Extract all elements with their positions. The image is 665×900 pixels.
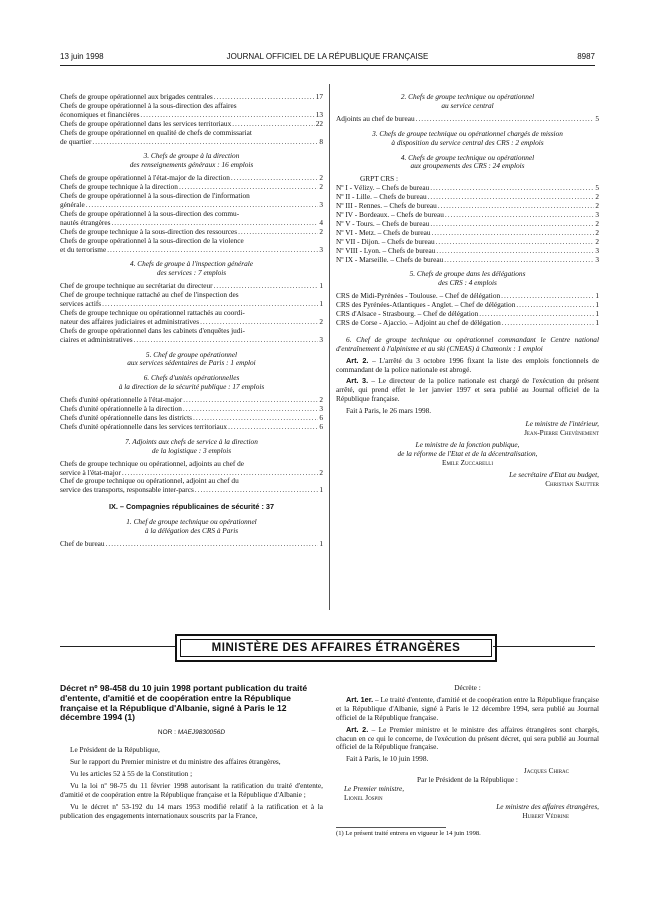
list-item: Chef de groupe technique ou opérationnel, adjoint au chef du	[60, 477, 239, 486]
list-item-label: Nº II - Lille. – Chefs de bureau	[336, 193, 427, 202]
dot-leader	[432, 229, 595, 238]
signatory-name: Jean-Pierre Chevènement	[524, 428, 599, 437]
signatory-name: Emile Zuccarelli	[441, 457, 493, 467]
list-item-label: Chefs de groupe technique à la direction	[60, 183, 178, 192]
list-item-count: 5	[595, 184, 599, 193]
list-item	[60, 183, 323, 192]
footnote-rule	[336, 827, 446, 828]
list-item	[60, 469, 323, 478]
list-item-count: 3	[319, 200, 323, 209]
list-item-label: Chefs d'unité opérationnelle à la direction	[60, 405, 182, 414]
dot-leader	[238, 228, 318, 237]
section-heading: 7. Adjoints aux chefs de service à la direction de la logistique : 3 emplois	[125, 436, 258, 455]
signature-date: Fait à Paris, le 26 mars 1998.	[346, 406, 432, 416]
list-item: Chefs de groupe opérationnel à la sous-direction de l'information	[60, 192, 250, 201]
list-item-label: Chef de bureau	[60, 539, 105, 548]
signatory-name: Christian Sautter	[545, 478, 599, 488]
page-header	[60, 52, 595, 64]
dot-leader	[195, 486, 319, 495]
footnote: (1) Le présent traité entrera en vigueur le 14 juin 1998.	[336, 829, 481, 837]
list-item-count: 2	[319, 396, 323, 405]
dot-leader	[438, 202, 595, 211]
list-item-label: Nº I - Vélizy. – Chefs de bureau	[336, 184, 430, 193]
list-item	[60, 486, 323, 495]
list-item	[60, 540, 323, 549]
list-item-count: 4	[319, 218, 323, 227]
signatory-name: Jacques Chirac	[523, 766, 569, 776]
left-column	[60, 93, 323, 549]
list-item	[60, 120, 323, 129]
list-item	[336, 115, 599, 124]
list-item-label: Chefs de groupe opérationnel dans les services territoriaux	[60, 119, 232, 128]
list-item-label: ciaires et administratives	[60, 335, 133, 344]
list-item	[60, 300, 323, 309]
list-item-label: Nº VII - Dijon. – Chefs de bureau	[336, 237, 435, 246]
list-item: Chefs de groupe opérationnel dans les cabinets d'enquêtes judi-	[60, 326, 245, 335]
list-item-count: 1	[319, 300, 323, 309]
list-item-count: 2	[319, 174, 323, 183]
list-item	[60, 201, 323, 210]
signatory-name: Lionel Jospin	[344, 792, 383, 802]
list-item-count: 1	[595, 292, 599, 301]
dot-leader	[445, 211, 594, 220]
decree-para: Le Président de la République,	[70, 745, 160, 755]
list-block	[60, 540, 323, 549]
list-item-count: 6	[319, 414, 323, 422]
ministry-heading-box	[175, 634, 497, 662]
list-item-count: 8	[319, 137, 323, 146]
list-item	[60, 282, 323, 291]
rule-left	[60, 646, 175, 647]
list-item-count: 2	[319, 183, 323, 192]
list-item	[336, 319, 599, 328]
section-heading: 4. Chefs de groupe à l'inspection générale des services : 7 emplois	[129, 259, 254, 278]
list-item-count: 17	[315, 93, 323, 101]
list-item	[60, 219, 323, 228]
list-block	[60, 174, 323, 254]
list-item-label: Adjoints au chef de bureau	[336, 114, 415, 123]
ministry-heading: MINISTÈRE DES AFFAIRES ÉTRANGÈRES	[180, 639, 492, 657]
dot-leader	[134, 336, 319, 345]
list-item-count: 2	[595, 219, 599, 228]
list-item	[60, 396, 323, 405]
list-item-count: 3	[319, 405, 323, 414]
dot-leader	[102, 300, 318, 309]
list-item	[60, 336, 323, 345]
signatory-role: Le secrétaire d'Etat au budget,	[509, 469, 599, 479]
list-item: Chef de groupe technique rattaché au chef de l'inspection des	[60, 291, 239, 300]
decree-left-column	[60, 684, 323, 823]
dot-leader	[122, 469, 318, 478]
rule-right	[493, 646, 595, 647]
section-heading: 1. Chef de groupe technique ou opérationnel à la délégation des CRS à Paris	[126, 517, 257, 536]
header-date: 13 juin 1998	[60, 52, 104, 61]
dot-leader	[193, 414, 318, 423]
dot-leader	[501, 292, 594, 301]
section-heading: 4. Chefs de groupe technique ou opérationnel aux groupements des CRS : 24 emplois	[400, 152, 535, 171]
dot-leader	[92, 138, 318, 147]
header-rule	[60, 65, 595, 66]
header-page-number: 8987	[577, 52, 595, 61]
section-heading: 3. Chefs de groupe technique ou opérationnel chargés de mission à disposition du service central des CRS : 2 emplois	[372, 128, 563, 147]
list-item-count: 2	[319, 468, 323, 477]
dot-leader	[436, 247, 594, 256]
dot-leader	[107, 246, 318, 255]
list-item	[336, 229, 599, 238]
list-item-count: 3	[595, 210, 599, 219]
dot-leader	[232, 120, 314, 129]
signatory-role: Le ministre des affaires étrangères,	[496, 801, 599, 811]
list-item: Chefs de groupe opérationnel à la sous-direction de la violence	[60, 236, 244, 245]
list-item	[336, 202, 599, 211]
dot-leader	[111, 219, 318, 228]
dot-leader	[214, 282, 319, 291]
dot-leader	[200, 318, 318, 327]
decree-signature-date: Fait à Paris, le 10 juin 1998.	[346, 754, 429, 764]
list-item-label: CRS d'Alsace - Strasbourg. – Chef de délégation	[336, 310, 479, 319]
list-item-count: 1	[595, 310, 599, 319]
decree-article-2: Art. 2. – Le Premier ministre et le ministre des affaires étrangères sont chargés, chacun en ce qui le concerne, de l'exécution du présent décret, qui sera publié au Journal officiel de la République française.	[336, 724, 600, 752]
list-item	[60, 405, 323, 414]
list-item	[60, 423, 323, 432]
signatory-role: Le Premier ministre,	[344, 784, 405, 794]
list-block	[60, 93, 323, 146]
list-item-label: CRS de Midi-Pyrénées - Toulouse. – Chef de délégation	[336, 292, 501, 301]
dot-leader	[430, 184, 594, 193]
list-item-label: Chefs d'unité opérationnelle dans les districts	[60, 414, 193, 422]
section-heading-6: 6. Chef de groupe technique ou opérationnel commandant le Centre national d'entraînement à l'alpinisme et au ski (CNEAS) à Chamonix : 1 emploi	[336, 334, 599, 353]
list-item-label: Nº III - Rennes. – Chefs de bureau	[336, 202, 437, 211]
list-item-count: 6	[319, 422, 323, 431]
dot-leader	[183, 396, 318, 405]
list-item: Chefs de groupe opérationnel à la sous-direction des affaires	[60, 101, 237, 110]
list-item	[60, 93, 323, 102]
list-item-label: Chefs de groupe technique à la sous-direction des ressources	[60, 227, 238, 236]
dot-leader	[231, 174, 318, 183]
dot-leader	[430, 220, 594, 229]
list-item	[336, 184, 599, 193]
header-journal-title: JOURNAL OFFICIEL DE LA RÉPUBLIQUE FRANÇAISE	[226, 52, 429, 61]
decree-article-1: Art. 1er. – Le traité d'entente, d'amitié et de coopération entre la République française et la République d'Albanie, signé à Paris le 12 décembre 1994, sera publié au Journal officiel de la République française.	[336, 694, 599, 722]
dot-leader	[436, 238, 595, 247]
list-item-count: 1	[319, 486, 323, 495]
list-item	[336, 310, 599, 319]
list-block	[336, 292, 599, 328]
list-item-label: Nº VI - Metz. – Chefs de bureau	[336, 228, 431, 237]
section-heading: 5. Chef de groupe opérationnel aux services sédentaires de Paris : 1 emploi	[127, 349, 256, 368]
dot-leader	[86, 201, 319, 210]
dot-leader	[428, 193, 595, 202]
dot-leader	[516, 301, 594, 310]
dot-leader	[140, 111, 314, 120]
list-item	[60, 228, 323, 237]
list-item	[60, 111, 323, 120]
list-item	[60, 246, 323, 255]
list-item-label: Chefs de groupe opérationnel aux brigades centrales	[60, 93, 213, 101]
list-item-label: CRS des Pyrénées-Atlantiques - Anglet. – Chef de délégation	[336, 301, 516, 310]
list-item-count: 2	[319, 317, 323, 326]
list-item	[336, 256, 599, 265]
right-column	[336, 93, 599, 488]
list-item-label: CRS de Corse - Ajaccio. – Adjoint au chef de délégation	[336, 318, 501, 327]
list-block	[60, 460, 323, 496]
decree-right-column	[336, 684, 599, 839]
section-heading-bold: IX. – Compagnies républicaines de sécurité : 37	[108, 502, 275, 512]
list-item: Chefs de groupe opérationnel en qualité de chefs de commissariat	[60, 128, 252, 137]
list-item: Chefs de groupe technique ou opérationnel, adjoints au chef de	[60, 459, 244, 468]
list-item	[336, 220, 599, 229]
list-item-label: Nº IV - Bordeaux. – Chefs de bureau	[336, 210, 444, 219]
list-item-label: Nº IX - Marseille. – Chefs de bureau	[336, 255, 444, 264]
list-item	[336, 301, 599, 310]
list-item-count: 13	[315, 110, 323, 119]
list-item-label: nateur des affaires judiciaires et administratives	[60, 317, 200, 326]
dot-leader	[416, 115, 595, 124]
list-item-count: 1	[595, 301, 599, 310]
list-item	[60, 414, 323, 423]
list-item-label: et du terrorisme	[60, 245, 107, 254]
list-item	[336, 211, 599, 220]
list-block	[336, 115, 599, 124]
dot-leader	[502, 319, 595, 328]
dot-leader	[179, 183, 318, 192]
list-item-count: 1	[319, 539, 323, 548]
list-item-count: 2	[595, 237, 599, 246]
list-item-count: 2	[319, 227, 323, 236]
section-heading: 6. Chefs d'unités opérationnelles à la direction de la sécurité publique : 17 emplois	[118, 373, 265, 392]
list-item-label: Chefs d'unité opérationnelle dans les services territoriaux	[60, 422, 228, 431]
list-item-count: 3	[319, 335, 323, 344]
list-block	[60, 396, 323, 432]
list-item-label: Nº V - Tours. – Chefs de bureau	[336, 219, 430, 228]
dot-leader	[444, 256, 594, 265]
list-item-count: 1	[319, 282, 323, 291]
decree-title: Décret nº 98-458 du 10 juin 1998 portant publication du traité d'entente, d'amitié et de coopération entre la République française et la République d'Albanie, signé à Paris le 12 décembre 1994 (1)	[60, 683, 308, 723]
dot-leader	[183, 405, 318, 414]
list-item: Chefs de groupe technique ou opérationnel rattachés au coordi-	[60, 308, 245, 317]
dot-leader	[106, 540, 319, 549]
list-item-count: 3	[595, 255, 599, 264]
list-block	[336, 184, 599, 264]
list-item: Chefs de groupe opérationnel à la sous-direction des commu-	[60, 209, 240, 218]
article-2: Art. 2. – L'arrêté du 3 octobre 1996 fixant la liste des emplois fonctionnels de commandant de la police nationale est abrogé.	[336, 355, 599, 374]
signatory-by: Par le Président de la République :	[417, 775, 518, 785]
list-block	[60, 282, 323, 344]
decrete-label: Décrète :	[454, 683, 481, 692]
decree-para: Vu le décret nº 53-192 du 14 mars 1953 modifié relatif à la ratification et à la publication des engagements internationaux souscrits par la France,	[60, 801, 323, 820]
list-item-count: 1	[595, 318, 599, 327]
list-item	[60, 138, 323, 147]
list-item-label: générale	[60, 200, 85, 209]
list-item-count: 3	[595, 246, 599, 255]
list-item	[336, 247, 599, 256]
list-item	[60, 174, 323, 183]
signatory-name: Hubert Védrine	[522, 810, 569, 820]
list-item-label: de quartier	[60, 137, 92, 146]
dot-leader	[214, 93, 315, 102]
column-divider	[329, 84, 330, 610]
list-item	[336, 193, 599, 202]
list-item-count: 5	[595, 114, 599, 123]
list-item-label: Nº VIII - Lyon. – Chefs de bureau	[336, 246, 436, 255]
list-item	[336, 238, 599, 247]
decree-para: Vu les articles 52 à 55 de la Constitution ;	[70, 768, 193, 778]
list-item-label: services actifs	[60, 300, 102, 309]
list-item-count: 22	[315, 119, 323, 128]
decree-para: Sur le rapport du Premier ministre et du ministre des affaires étrangères,	[70, 757, 281, 766]
list-item-label: service des transports, responsable inter-parcs	[60, 486, 194, 495]
signatory-role: Le ministre de la fonction publique,	[415, 439, 520, 449]
list-item-label: Chefs de groupe opérationnel à l'état-major de la direction	[60, 174, 230, 183]
list-item-count: 2	[595, 193, 599, 202]
list-item-count: 2	[595, 202, 599, 211]
list-item-label: Chef de groupe technique au secrétariat du directeur	[60, 282, 213, 291]
signatory-role: Le ministre de l'intérieur,	[525, 419, 599, 429]
section-heading: 2. Chefs de groupe technique ou opérationnel au service central	[400, 92, 535, 110]
nor-reference: NOR : MAEJ9830056D	[157, 729, 226, 737]
dot-leader	[479, 310, 594, 319]
section-heading: 5. Chefs de groupe dans les délégations des CRS : 4 emplois	[409, 269, 526, 288]
list-item	[60, 318, 323, 327]
grpt-label: GRPT CRS :	[360, 174, 398, 184]
signatory-role: de la réforme de l'Etat et de la décentralisation,	[397, 448, 538, 458]
list-item-label: service à l'état-major	[60, 468, 121, 477]
list-item-label: Chefs d'unité opérationnelle à l'état-major	[60, 396, 183, 405]
section-heading: 3. Chefs de groupe à la direction des renseignements généraux : 16 emplois	[129, 151, 254, 170]
list-item-label: nautés étrangères	[60, 218, 111, 227]
list-item-count: 3	[319, 245, 323, 254]
list-item-label: économiques et financières	[60, 110, 140, 119]
list-item	[336, 292, 599, 301]
article-3: Art. 3. – Le directeur de la police nationale est chargé de l'exécution du présent arrêté, qui prend effet le 1er janvier 1997 et sera publié au Journal officiel de la République française.	[336, 376, 599, 404]
dot-leader	[228, 423, 318, 432]
list-item-count: 2	[595, 228, 599, 237]
decree-para: Vu la loi nº 98-75 du 11 février 1998 autorisant la ratification du traité d'entente, d'amitié et de coopération entre la République française et la République d'Albanie ;	[60, 780, 323, 799]
